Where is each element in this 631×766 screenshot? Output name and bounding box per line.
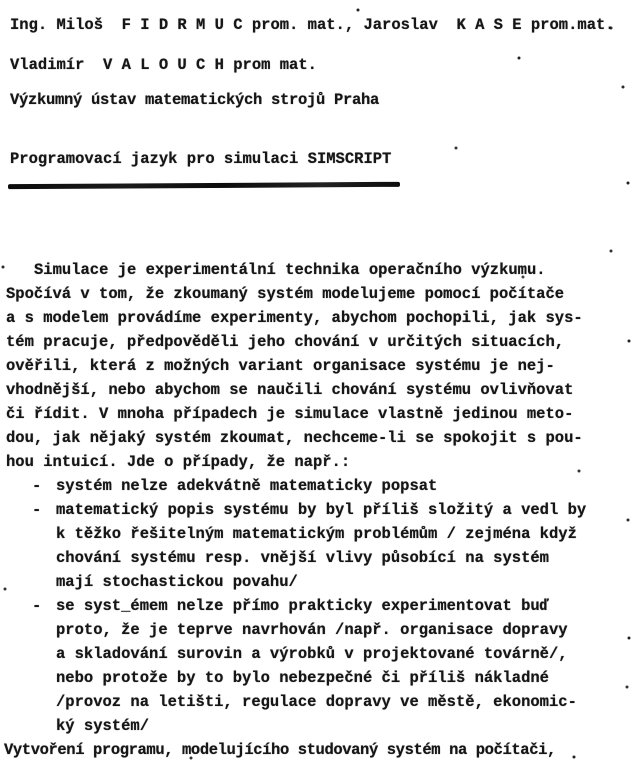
bullet-line: /provoz na letišti, regulace dopravy ve městě, ekonomic- xyxy=(56,693,577,711)
paragraph-line: vhodnější, nebo abychom se naučili chování systému ovlivňovat xyxy=(6,381,574,399)
body-text xyxy=(6,258,628,762)
bullet-line: se syst_émem nelze přímo prakticky experimentovat buď xyxy=(56,597,549,615)
paragraph-line: či řídit. V mnoha případech je simulace vlastně jedinou meto- xyxy=(6,405,574,423)
paragraph-line: tém pracuje, předpověděli jeho chování v určitých situacích, xyxy=(6,333,565,351)
closing-line: Vytvoření programu, modelujícího studovaný systém na počítači, xyxy=(4,741,556,759)
bullet-item xyxy=(6,498,628,594)
author-line-1: Ing. Miloš F I D R M U C prom. mat., Jaroslav K A S E prom.mat. xyxy=(10,16,615,34)
author-line-2: Vladimír V A L O U C H prom mat. xyxy=(10,56,317,74)
affiliation-line: Výzkumný ústav matematických strojů Praha xyxy=(10,91,380,109)
paragraph-line: dou, jak nějaký systém zkoumat, nechceme-li se spokojit s pou- xyxy=(6,429,583,447)
bullet-line: nebo protože by to bylo nebezpečné či příliš nákladné xyxy=(56,669,549,687)
bullet-line: systém nelze adekvátně matematicky popsat xyxy=(56,477,438,495)
bullet-dash: - xyxy=(32,501,42,519)
title-underline xyxy=(8,182,400,189)
bullet-line: ký systém/ xyxy=(56,717,150,735)
bullet-line: matematický popis systému by byl příliš složitý a vedl by xyxy=(56,501,587,519)
bullet-line: chování systému resp. vnější vlivy působící na systém xyxy=(56,549,549,567)
bullet-item xyxy=(6,474,628,498)
bullet-item xyxy=(6,594,628,738)
bullet-dash: - xyxy=(32,597,42,615)
bullet-line: a skladování surovin a výrobků v projektované továrně/, xyxy=(56,645,568,663)
bullet-line: proto, že je teprve navrhován /např. organisace dopravy xyxy=(56,621,568,639)
bullet-line: mají stochastickou povahu/ xyxy=(56,573,298,591)
scan-noise-specks xyxy=(0,0,2,2)
paragraph-line: a s modelem provádíme experimenty, abychom pochopili, jak sys- xyxy=(6,309,583,327)
paragraph-line: Spočívá v tom, že zkoumaný systém modelujeme pomocí počítače xyxy=(6,285,565,303)
document-title: Programovací jazyk pro simulaci SIMSCRIPT xyxy=(10,150,392,168)
bullet-dash: - xyxy=(32,477,42,495)
paragraph-line: Simulace je experimentální technika operačního výzkumu. xyxy=(34,261,546,279)
paragraph-line: hou intuicí. Jde o případy, že např.: xyxy=(6,453,351,471)
bullet-line: k těžko řešitelným matematickým problémům / zejména když xyxy=(56,525,577,543)
paragraph-line: ověřili, která z možných variant organisace systému je nej- xyxy=(6,357,555,375)
